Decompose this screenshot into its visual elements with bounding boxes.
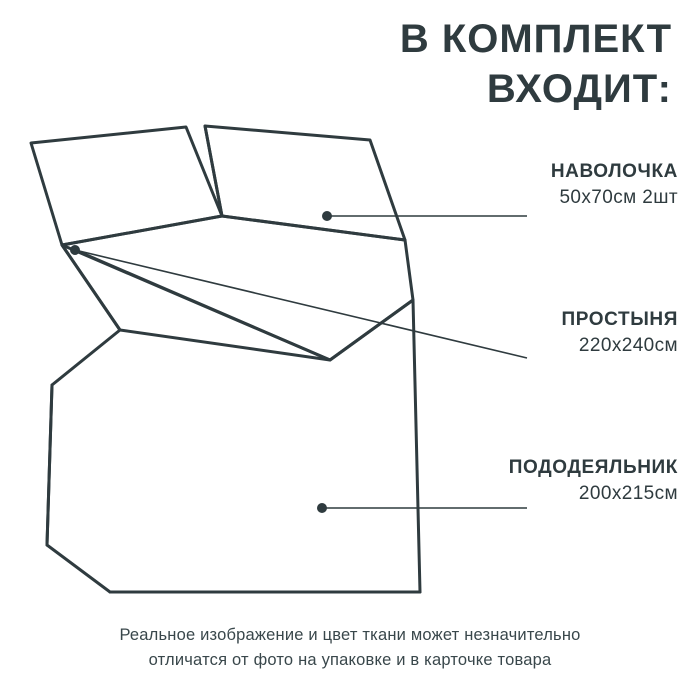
label-duvet-cover xyxy=(378,456,678,506)
disclaimer-line-2: отличатся от фото на упаковке и в карточке товара xyxy=(148,651,552,670)
pillow-crease xyxy=(205,126,222,216)
label-sheet-size: 220х240см xyxy=(578,334,678,356)
pillow-left-shape xyxy=(31,127,222,245)
label-duvet-cover-name: ПОДОДЕЯЛЬНИК xyxy=(508,457,678,478)
leader-dot-duvet xyxy=(318,504,326,512)
duvet-fold-line xyxy=(75,250,330,360)
page-title-line-1: В КОМПЛЕКТ xyxy=(399,17,672,61)
pillow-right-shape xyxy=(205,126,405,240)
label-pillowcase-name: НАВОЛОЧКА xyxy=(550,161,678,182)
leader-dot-sheet xyxy=(71,246,79,254)
duvet-shape xyxy=(47,245,420,592)
disclaimer-line-1: Реальное изображение и цвет ткани может незначительно xyxy=(119,625,581,644)
label-duvet-cover-size: 200х215см xyxy=(578,482,678,504)
label-pillowcase-size: 50х70см 2шт xyxy=(559,186,678,208)
label-pillowcase xyxy=(378,160,678,210)
disclaimer-text xyxy=(0,623,700,674)
label-sheet-name: ПРОСТЫНЯ xyxy=(561,309,678,330)
page-title-line-2: ВХОДИТ: xyxy=(486,67,672,111)
label-sheet xyxy=(378,308,678,358)
duvet-left-edge xyxy=(47,385,52,545)
leader-dot-pillowcase xyxy=(323,212,331,220)
